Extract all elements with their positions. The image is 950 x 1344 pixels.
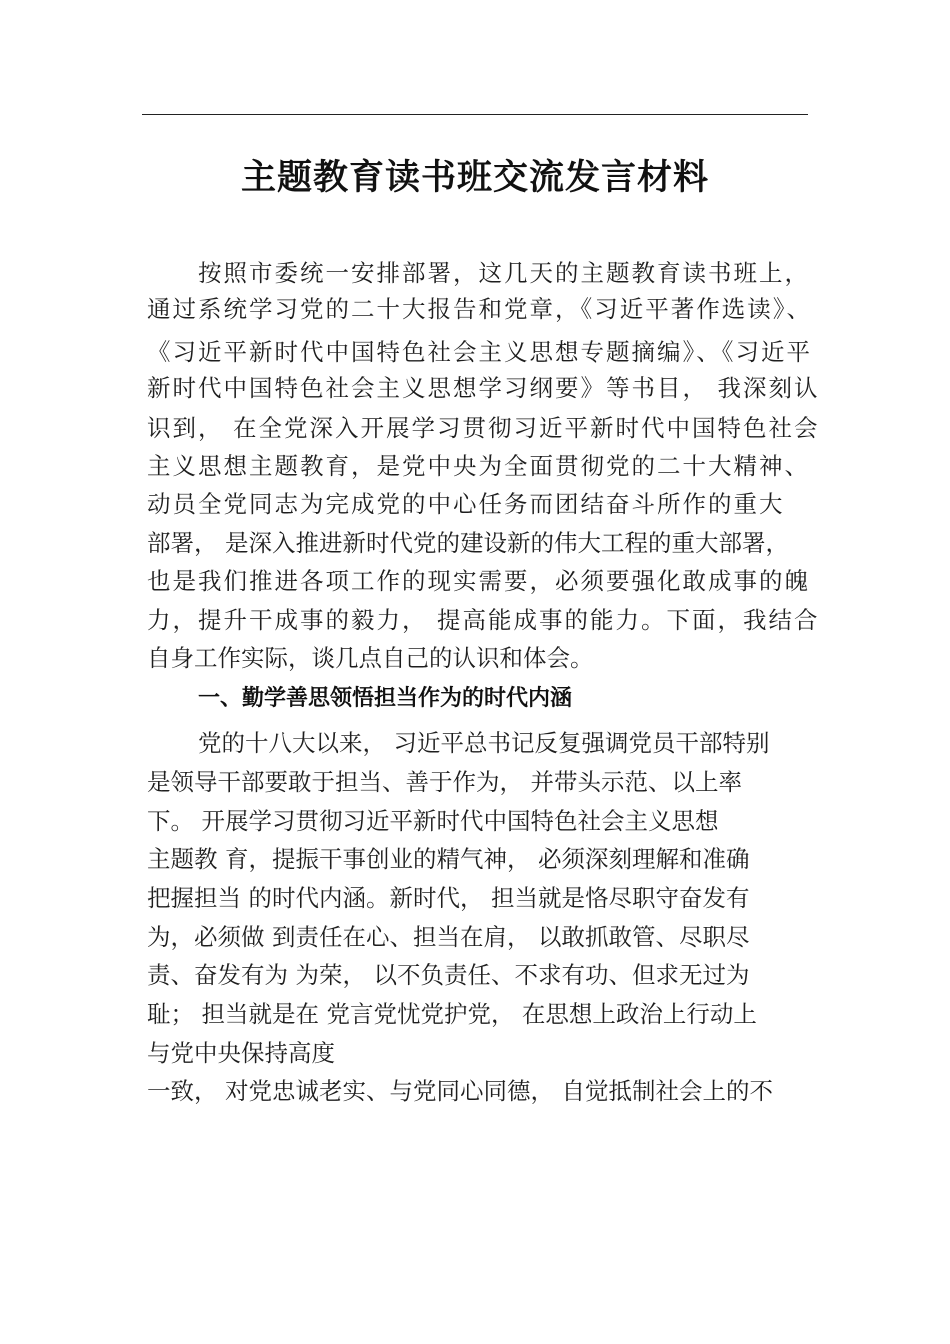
paragraph-1-line: 也是我们推进各项工作的现实需要，必须要强化敢成事的魄 bbox=[147, 567, 810, 595]
paragraph-2-line: 耻； 担当就是在 党言党忧党护党， 在思想上政治上行动上 bbox=[147, 1000, 757, 1028]
paragraph-2-line: 主题教 育，提振干事创业的精气神， 必须深刻理解和准确 bbox=[147, 845, 750, 873]
paragraph-1-line: 新时代中国特色社会主义思想学习纲要》等书目， 我深刻认 bbox=[147, 374, 820, 402]
paragraph-2-line: 党的十八大以来， 习近平总书记反复强调党员干部特别 bbox=[198, 729, 770, 757]
header-rule bbox=[142, 114, 808, 115]
section-heading: 一、勤学善思领悟担当作为的时代内涵 bbox=[198, 686, 573, 711]
paragraph-1-line: 主义思想主题教育，是党中央为全面贯彻党的二十大精神、 bbox=[147, 452, 810, 480]
paragraph-1-line: 动员全党同志为完成党的中心任务而团结奋斗所作的重大 bbox=[147, 490, 785, 518]
paragraph-2-line: 是领导干部要敢于担当、善于作为， 并带头示范、以上率 bbox=[147, 768, 742, 796]
paragraph-2-line: 一致， 对党忠诚老实、与党同心同德， 自觉抵制社会上的不 bbox=[147, 1077, 773, 1105]
paragraph-1-line: 力，提升干成事的毅力， 提高能成事的能力。下面，我结合 bbox=[147, 606, 820, 634]
paragraph-2-line: 把握担当 的时代内涵。新时代， 担当就是恪尽职守奋发有 bbox=[147, 884, 750, 912]
paragraph-2-line: 责、奋发有为 为荣， 以不负责任、不求有功、但求无过为 bbox=[147, 961, 750, 989]
paragraph-1-line: 自身工作实际，谈几点自己的认识和体会。 bbox=[147, 644, 594, 672]
document-title: 主题教育读书班交流发言材料 bbox=[240, 158, 709, 198]
paragraph-2-line: 下。 开展学习贯彻习近平新时代中国特色社会主义思想 bbox=[147, 807, 719, 835]
paragraph-1-line: 通过系统学习党的二十大报告和党章，《习近平著作选读》、 bbox=[147, 295, 812, 323]
paragraph-1-line: 识到， 在全党深入开展学习贯彻习近平新时代中国特色社会 bbox=[147, 414, 820, 442]
paragraph-1-line: 按照市委统一安排部署，这几天的主题教育读书班上， bbox=[198, 259, 810, 287]
paragraph-2-line: 为，必须做 到责任在心、担当在肩， 以敢抓敢管、尽职尽 bbox=[147, 923, 750, 951]
paragraph-2-line: 与党中央保持高度 bbox=[147, 1039, 335, 1067]
paragraph-1-line: 《习近平新时代中国特色社会主义思想专题摘编》、《习近平 bbox=[147, 338, 812, 366]
paragraph-1-line: 部署， 是深入推进新时代党的建设新的伟大工程的重大部署， bbox=[147, 529, 789, 557]
